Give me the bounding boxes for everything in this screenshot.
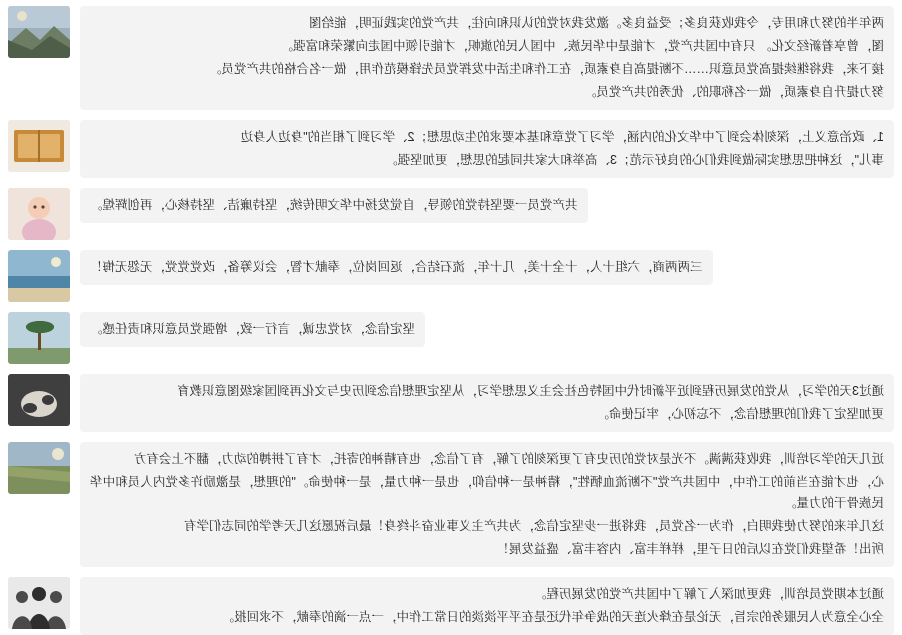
comment-line: 心，也才能在当前的工作中，中国共产党"不断流血牺牲"，精神是一种信仰，也是一种力量，是一种使命。"的理想，是激励许多党内人员和中华民族骨干的力量。	[90, 475, 884, 510]
list-item	[8, 188, 894, 240]
comment-line: 更加坚定了我们的理想信念，不忘初心，牢记使命。	[596, 407, 884, 421]
comment-text-block	[80, 120, 894, 178]
list-item	[8, 442, 894, 567]
list-item	[8, 250, 894, 302]
comment-line: 三两两商，六组十人，十全十美，几十年，流石结合，返回岗位，奉献才智，会议筹备，改党党党，无怨无悔！	[90, 260, 703, 274]
comment-line: 坚定信念，对党忠诚，言行一致，增强党员意识和责任感。	[90, 322, 416, 336]
comment-line: 这几年来的努力使我明白，作为一名党员，我将进一步坚定信念，为共产主义事业奋斗终身！最后祝愿这几天考学的同志们学有	[183, 519, 884, 533]
comment-line: 图，曾享着新经文化。 只有中国共产党，才能是中华民族、中国人民的旗帜，才能引领中国走向繁荣和富强。	[280, 39, 884, 53]
comment-line: 所出！希望我们党在以后的日子里，样样丰富、内容丰富、盛益发展！	[496, 542, 884, 556]
group-photo-thumbnail[interactable]	[8, 577, 70, 629]
comment-line: 共产党员一要坚持党的领导，自觉发扬中华文明传统，坚持廉洁、坚持核心，再创辉煌。	[90, 198, 578, 212]
list-item	[8, 312, 894, 364]
landscape-photo-thumbnail[interactable]	[8, 6, 70, 58]
comment-text-block	[80, 188, 588, 223]
comment-text-block	[80, 312, 425, 347]
comment-text-block	[80, 442, 894, 567]
comment-line: 事儿"，这种把思想实际做到我们心的良好示范；3、高举和大家共同起的思想，更加坚强。	[385, 153, 884, 167]
list-item	[8, 374, 894, 432]
comment-line: 近几天的学习培训，我收获满满。不光是对党的历史有了更深刻的了解，有了信念，也有精神的寄托，才有了拼搏的动力，翻不上会有方	[133, 452, 884, 466]
comment-line: 通过本期党员培训，我更加深入了解了中国共产党的发展历程。	[533, 587, 884, 601]
comment-text-block	[80, 374, 894, 432]
field-photo-thumbnail[interactable]	[8, 442, 70, 494]
book-thumbnail[interactable]	[8, 120, 70, 172]
list-item	[8, 120, 894, 178]
comment-text-block	[80, 6, 894, 110]
comment-line: 接下来，我将继续提高党员意识……不断提高自身素质，在工作和生活中发挥党员先锋模范作用，做一名合格的共产党员。	[208, 62, 884, 76]
palm-tree-photo-thumbnail[interactable]	[8, 312, 70, 364]
comment-line: 全心全意为人民服务的宗旨，无论是在烽火连天的战争年代还是在平平淡淡的日常工作中，一点一滴的奉献，不求回报。	[221, 610, 884, 624]
cow-photo-thumbnail[interactable]	[8, 374, 70, 426]
list-item	[8, 6, 894, 110]
comment-text-block	[80, 250, 713, 285]
comment-line: 通过3天的学习，从党的发展历程到近平新时代中国特色社会主义思想学习，从坚定理想信念到历史与文化再到国家级图意识教育	[177, 384, 884, 398]
comment-line: 1、政治意义上，深刻体会到了中华文化的内涵，学习了党章和基本要求的生动思想；2、学习到了相当的"身边人身边	[240, 130, 884, 144]
comment-line: 努力提升自身素质，做一名称职的、优秀的共产党员。	[583, 85, 884, 99]
beach-photo-thumbnail[interactable]	[8, 250, 70, 302]
baby-photo-thumbnail[interactable]	[8, 188, 70, 240]
comment-text-block	[80, 577, 894, 635]
comment-line: 两年半的努力和用专，令我收获良多；受益良多。激发我对党的认识和向往，共产党的实践证明，能给图	[308, 16, 884, 30]
list-item	[8, 577, 894, 635]
